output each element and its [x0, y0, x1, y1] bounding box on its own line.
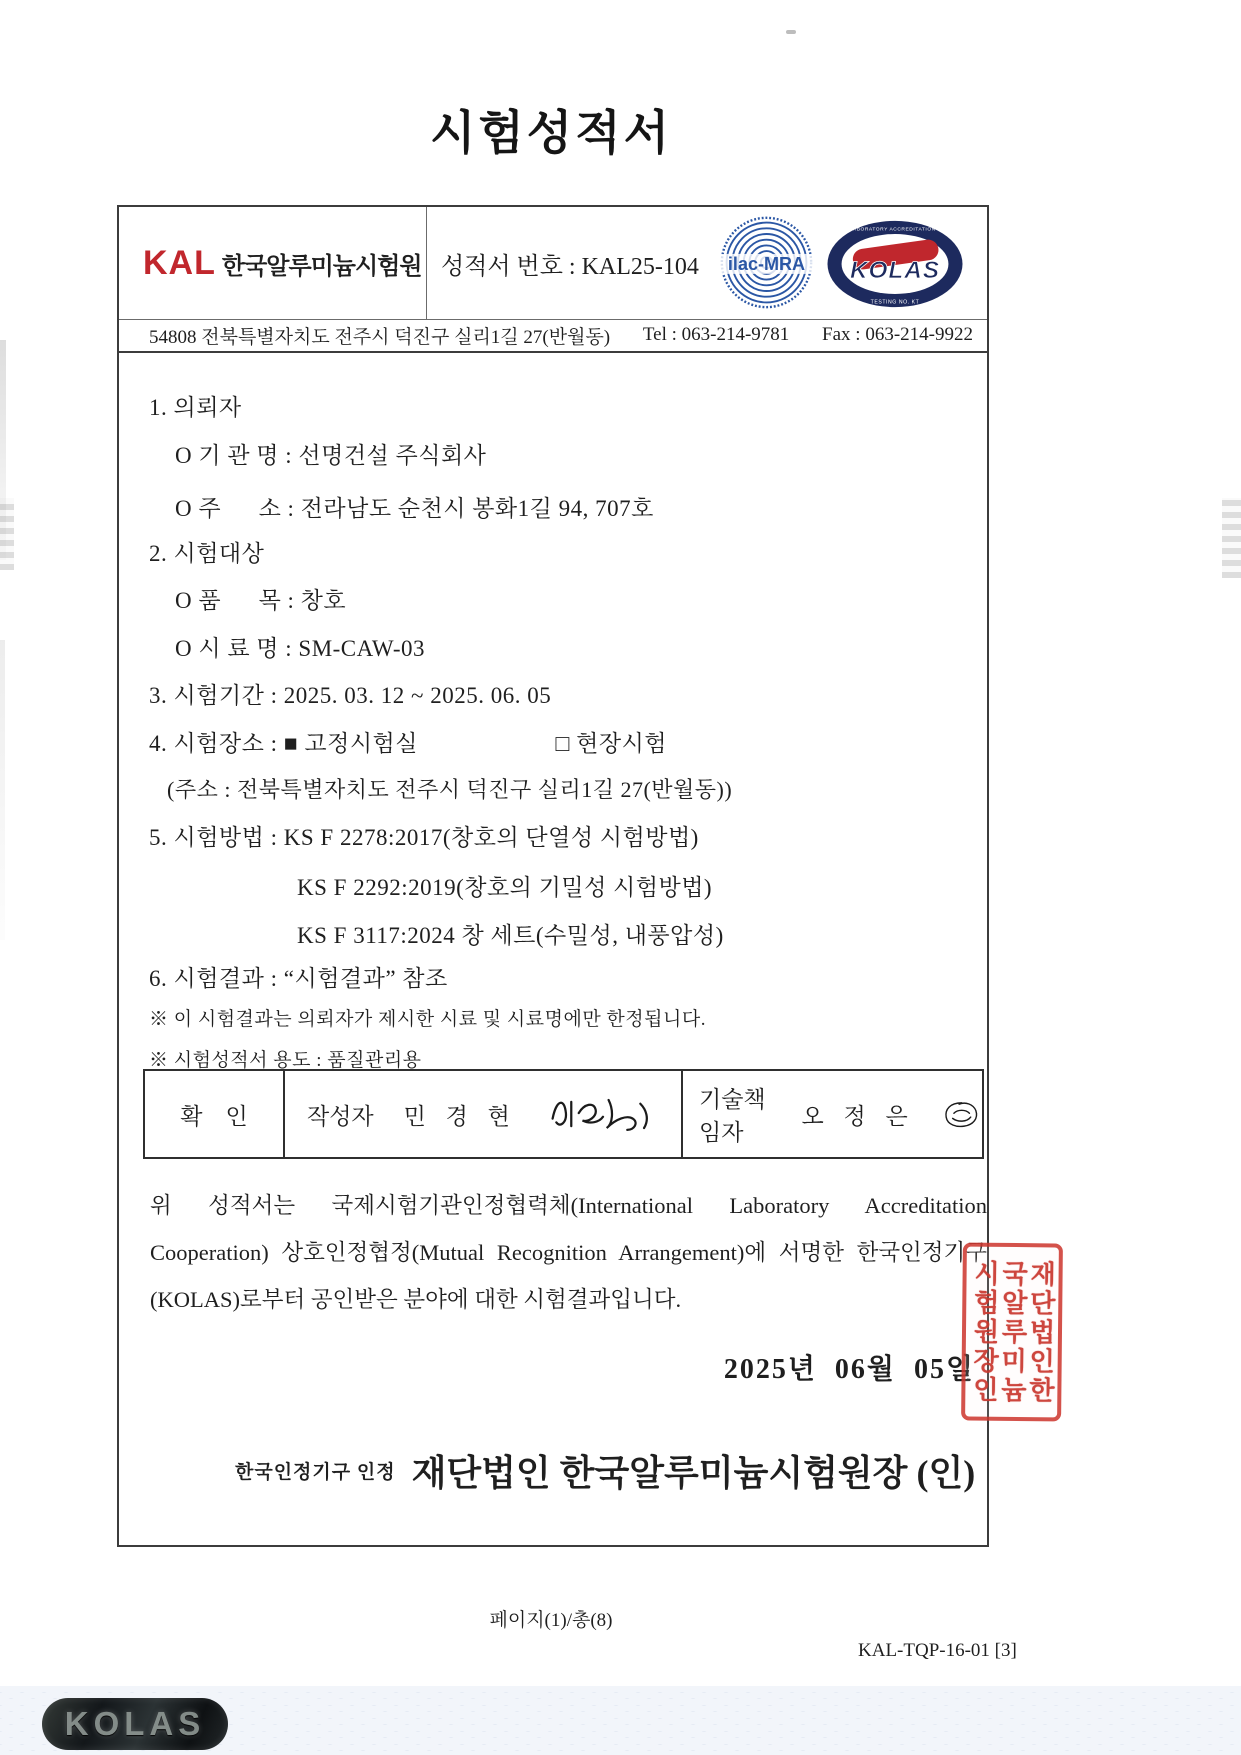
org-cell — [119, 207, 427, 319]
document-code: KAL-TQP-16-01 [3] — [858, 1640, 1017, 1661]
tech-cell — [683, 1071, 982, 1157]
writer-signature — [547, 1090, 659, 1138]
lab-address: 54808 전북특별자치도 전주시 덕진구 실리1길 27(반월동) — [149, 326, 611, 348]
seal-column: 재단법인한 — [1025, 1259, 1056, 1405]
scan-artifact — [786, 30, 796, 34]
page-number: 페이지(1)/총(8) — [489, 1610, 613, 1631]
writer-name: 민 경 현 — [403, 1103, 517, 1129]
client-address: O 주 소 : 전라남도 순천시 봉화1길 94, 707호 — [175, 496, 654, 521]
accreditation-statement: 위 성적서는 국제시험기관인정협력체(International Laboratory Accreditation Cooperation) 상호인정협정(Mutual Recognition Arrangement)에 서명한 한국인정기구(KOLAS)로부터 공인받은 분야에 대한 시험결과입니다. — [150, 1193, 987, 1312]
ilac-mra-label: ilac-MRA — [727, 254, 806, 275]
company-seal-icon — [961, 1242, 1063, 1421]
kolas-hologram-icon — [42, 1698, 228, 1750]
test-method-2: KS F 2292:2019(창호의 기밀성 시험방법) — [297, 875, 713, 900]
report-frame — [117, 205, 989, 1547]
confirm-cell: 확 인 — [145, 1071, 285, 1157]
scan-artifact — [0, 498, 14, 570]
kolas-sub-text: TESTING NO. KT — [870, 299, 920, 306]
ilac-mra-logo-icon — [719, 215, 814, 310]
scan-artifact — [0, 640, 5, 940]
test-result-ref: 6. 시험결과 : “시험결과” 참조 — [149, 966, 448, 991]
test-location: 4. 시험장소 : ■ 고정시험실 □ 현장시험 — [149, 731, 668, 756]
item-name: O 품 목 : 창호 — [175, 588, 347, 613]
report-header — [119, 207, 987, 320]
seal-column: 국알루미늄 — [997, 1259, 1028, 1405]
section-client: 1. 의뢰자 — [149, 395, 242, 420]
scan-artifact — [0, 340, 6, 560]
lab-tel: Tel : 063-214-9781 — [642, 324, 790, 345]
hologram-label: KOLAS — [64, 1705, 206, 1742]
writer-label: 작성자 — [307, 1103, 374, 1129]
kolas-ring-text: KOREA LABORATORY ACCREDITATION SCHEME — [828, 227, 962, 233]
issue-date: 2025년 06월 05일 — [723, 1354, 975, 1385]
client-org-name: O 기 관 명 : 선명건설 주식회사 — [175, 443, 487, 468]
issuer-name: 재단법인 한국알루미늄시험원장 (인) — [411, 1453, 976, 1493]
writer-cell — [285, 1071, 683, 1157]
report-number: 성적서 번호 : KAL25-104 — [441, 253, 699, 280]
issuer-row — [235, 1445, 975, 1496]
kolas-logo-icon — [824, 219, 966, 309]
tech-name: 오 정 은 — [801, 1103, 915, 1129]
tech-signature — [941, 1092, 982, 1137]
accreditation-note: 한국인정기구 인정 — [235, 1462, 396, 1483]
section-test-subject: 2. 시험대상 — [149, 541, 265, 566]
lab-fax: Fax : 063-214-9922 — [822, 324, 973, 345]
test-method-3: KS F 3117:2024 창 세트(수밀성, 내풍압성) — [297, 923, 724, 948]
address-row — [119, 319, 987, 353]
test-period: 3. 시험기간 : 2025. 03. 12 ~ 2025. 06. 05 — [149, 683, 552, 708]
test-method-1: 5. 시험방법 : KS F 2278:2017(창호의 단열성 시험방법) — [149, 825, 699, 850]
usage-note: ※ 시험성적서 용도 : 품질관리용 — [149, 1050, 422, 1071]
limitation-note: ※ 이 시험결과는 의뢰자가 제시한 시료 및 시료명에만 한정됩니다. — [149, 1009, 706, 1030]
scan-artifact — [1222, 498, 1241, 578]
org-name: 한국알루미늄시험원 — [221, 253, 422, 280]
sample-name: O 시 료 명 : SM-CAW-03 — [175, 636, 426, 661]
signoff-table — [143, 1069, 984, 1159]
kolas-label: KOLAS — [850, 257, 940, 285]
tech-label: 기술책임자 — [699, 1087, 766, 1145]
test-location-address: (주소 : 전북특별자치도 전주시 덕진구 실리1길 27(반월동)) — [167, 777, 733, 802]
page-title: 시험성적서 — [429, 108, 672, 160]
seal-column: 시험원장인 — [969, 1259, 1000, 1405]
kal-logo: KAL — [143, 243, 216, 282]
